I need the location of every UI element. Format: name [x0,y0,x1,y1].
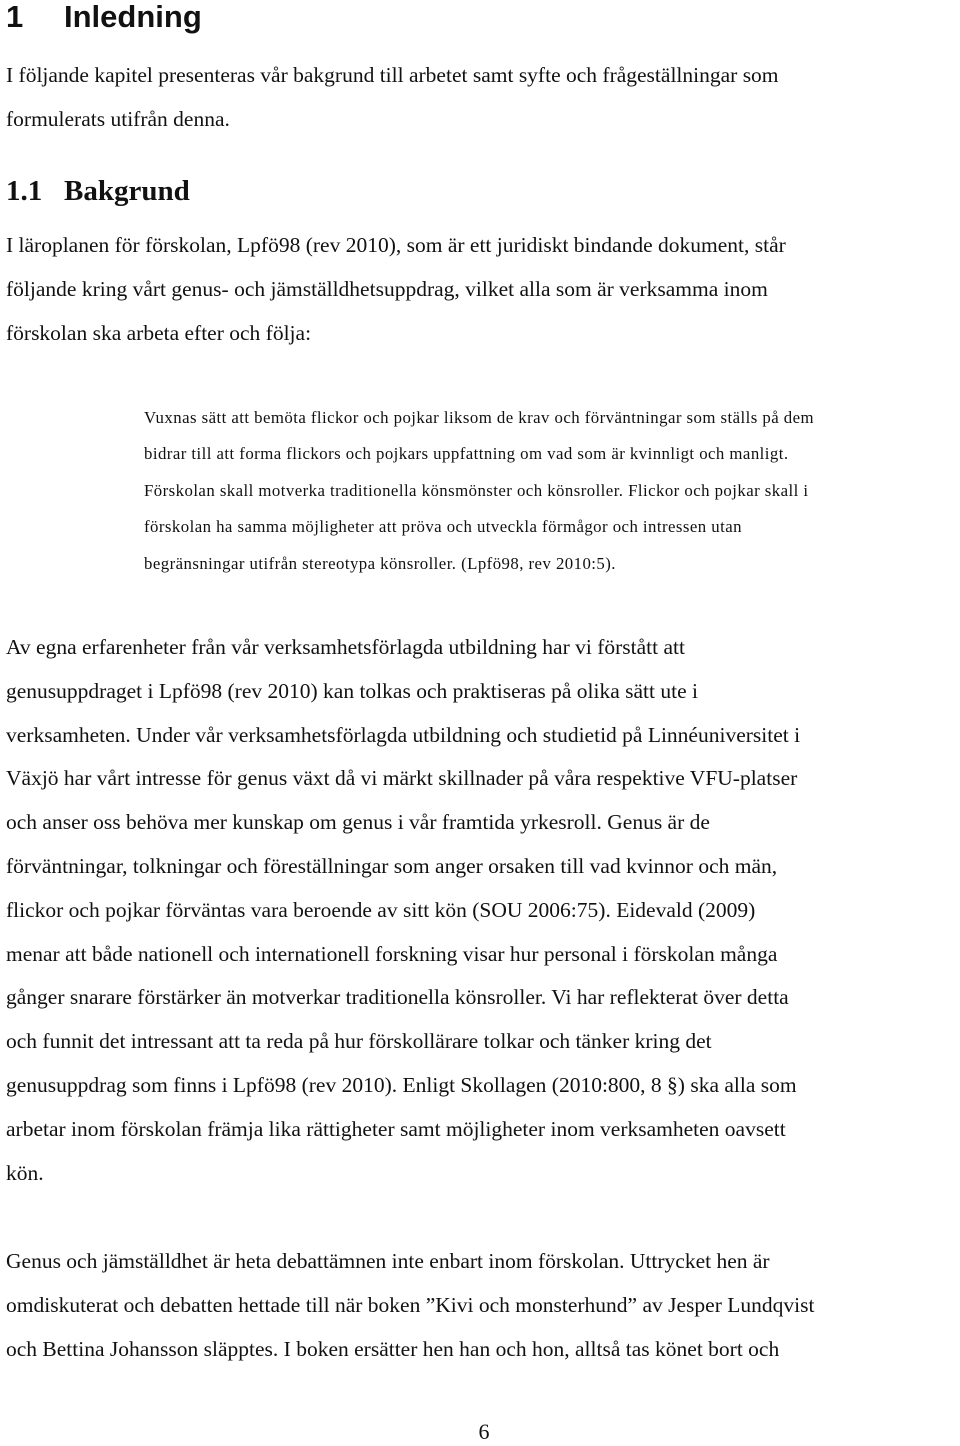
text-line: verksamheten. Under vår verksamhetsförlagda utbildning och studietid på Linnéuniversitet i [6,722,801,747]
text-line: Genus och jämställdhet är heta debattämnen inte enbart inom förskolan. Uttrycket hen är [6,1249,770,1273]
chapter-heading [6,0,202,42]
section-heading [6,168,190,214]
text-line: arbetar inom förskolan främja lika rättigheter samt möjligheter inom verksamheten oavsett [6,1116,786,1141]
quote-line: Förskolan skall motverka traditionella könsmönster och könsroller. Flickor och pojkar skall i [144,480,809,500]
text-line: förväntningar, tolkningar och föreställningar som anger orsaken till vad kvinnor och män, [6,853,778,878]
text-line: genusuppdrag som finns i Lpfö98 (rev 2010). Enligt Skollagen (2010:800, 8 §) ska alla som [6,1072,797,1097]
text-line: omdiskuterat och debatten hettade till när boken ”Kivi och monsterhund” av Jesper Lundqvist [6,1292,815,1317]
curriculum-quote [144,400,814,582]
text-line: I läroplanen för förskolan, Lpfö98 (rev 2010), som är ett juridiskt bindande dokument, står [6,233,786,257]
debate-paragraph [6,1240,814,1371]
text-line: menar att både nationell och internationell forskning visar hur personal i förskolan många [6,941,778,966]
text-line: formulerats utifrån denna. [6,106,230,131]
text-line: och Bettina Johansson släpptes. I boken ersätter hen han och hon, alltså tas könet bort och [6,1336,780,1361]
text-line: och funnit det intressant att ta reda på hur förskollärare tolkar och tänker kring det [6,1029,712,1054]
text-line: I följande kapitel presenteras vår bakgrund till arbetet samt syfte och frågeställningar som [6,63,779,87]
quote-line: förskolan ha samma möjligheter att pröva och utveckla förmågor och intressen utan [144,517,742,537]
background-paragraph [6,224,786,355]
text-line: Växjö har vårt intresse för genus växt då vi märkt skillnader på våra respektive VFU-platser [6,766,798,791]
intro-paragraph [6,54,779,142]
chapter-title: Inledning [64,0,202,34]
experience-paragraph [6,626,800,1195]
text-line: och anser oss behöva mer kunskap om genus i vår framtida yrkesroll. Genus är de [6,810,710,835]
text-line: Av egna erfarenheter från vår verksamhetsförlagda utbildning har vi förstått att [6,635,685,659]
text-line: gånger snarare förstärker än motverkar traditionella könsroller. Vi har reflekterat över detta [6,985,789,1010]
text-line: genusuppdraget i Lpfö98 (rev 2010) kan tolkas och praktiseras på olika sätt ute i [6,678,698,703]
quote-line: begränsningar utifrån stereotypa könsroller. (Lpfö98, rev 2010:5). [144,553,616,573]
text-line: följande kring vårt genus- och jämställdhetsuppdrag, vilket alla som är verksamma inom [6,276,768,301]
text-line: flickor och pojkar förväntas vara beroende av sitt kön (SOU 2006:75). Eidevald (2009) [6,897,756,922]
section-number: 1.1 [6,175,43,207]
chapter-number: 1 [6,0,24,34]
text-line: kön. [6,1160,44,1185]
section-title: Bakgrund [64,175,190,207]
quote-line: bidrar till att forma flickors och pojkars uppfattning om vad som är kvinnligt och manligt. [144,444,789,464]
quote-line: Vuxnas sätt att bemöta flickor och pojkar liksom de krav och förväntningar som ställs på dem [144,408,814,427]
page-number: 6 [478,1419,490,1444]
text-line: förskolan ska arbeta efter och följa: [6,320,312,345]
